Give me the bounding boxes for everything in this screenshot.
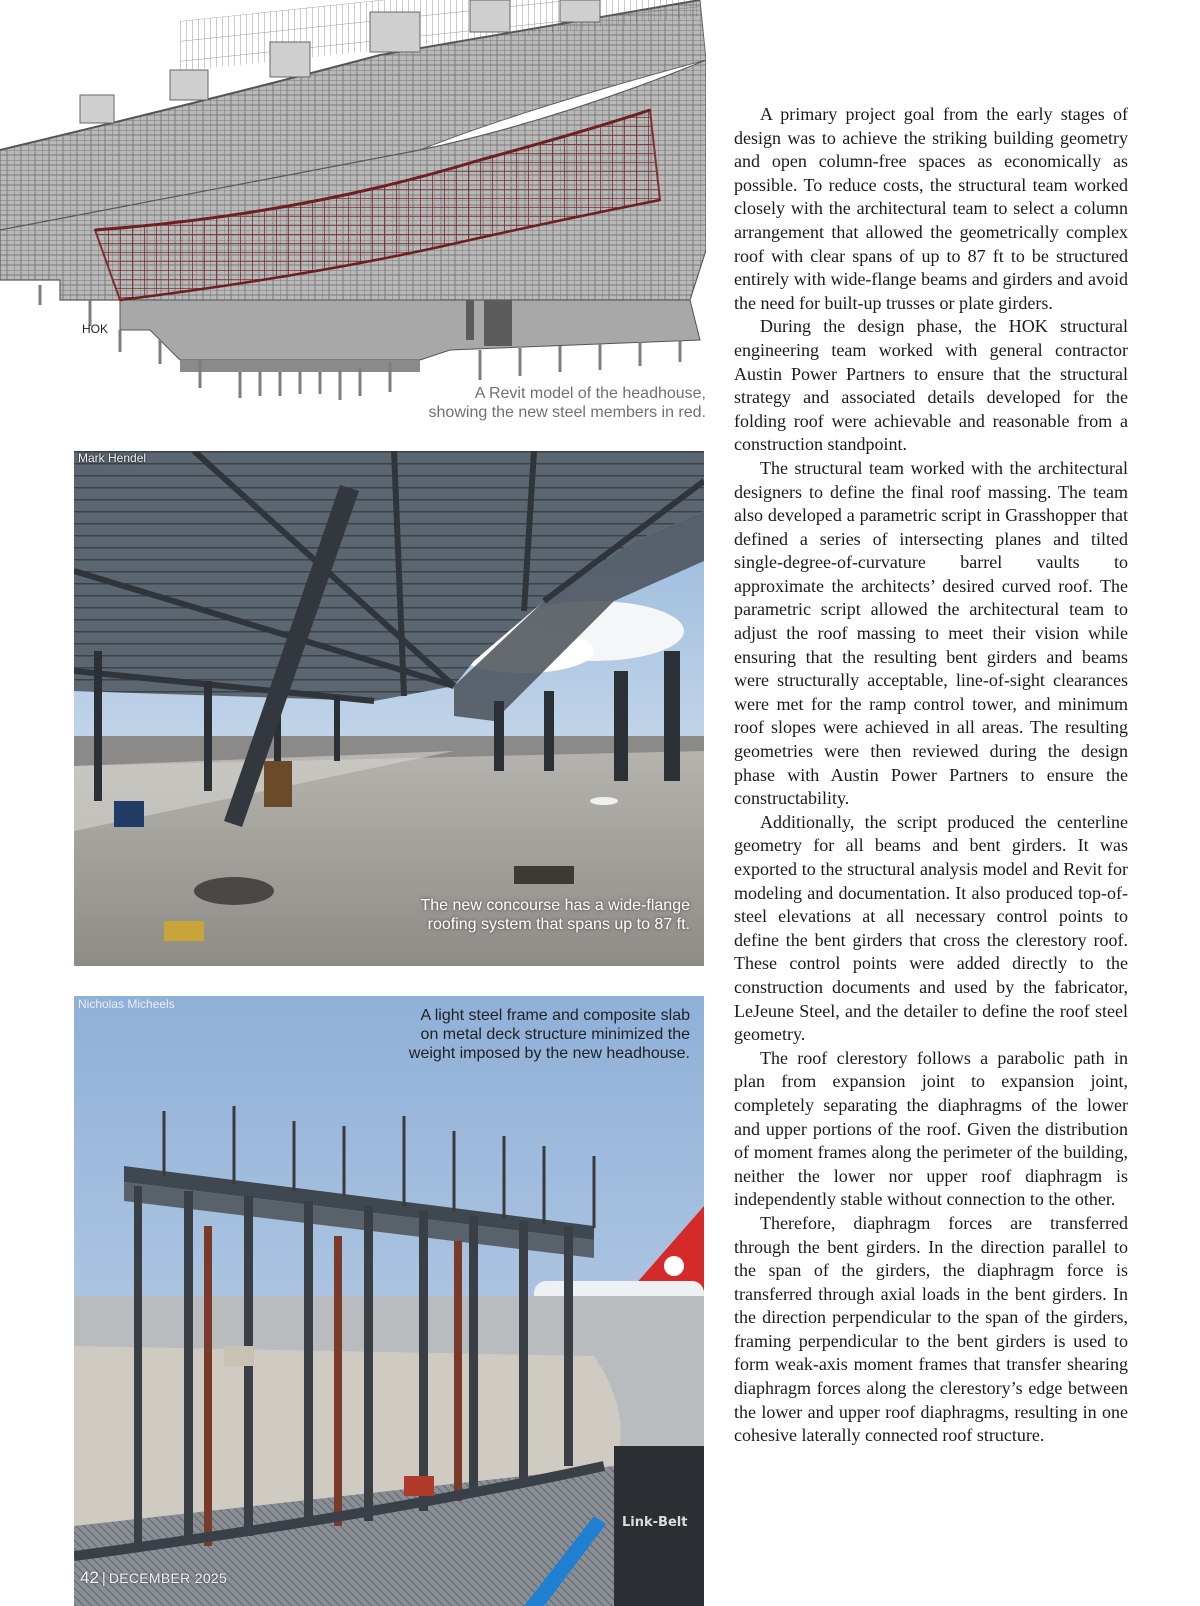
photo-credit-hok: HOK	[82, 322, 109, 336]
article-paragraph: Additionally, the script produced the centerline geometry for all beams and bent girders. It was exported to the structural analysis model and Revit for modeling and documentation. It also produced top-of-steel elevations at all necessary control points to define the bent girders that cross the clerestory roof. These control points were added directly to the construction documents and used by the fabricator, LeJeune Steel, and the detailer to define the roof steel geometry.	[734, 811, 1128, 1045]
headhouse-frame-photo	[74, 996, 704, 1606]
article-body	[734, 103, 1128, 1448]
article-paragraph: Therefore, diaphragm forces are transferred through the bent girders. In the direction parallel to the span of the girders, the diaphragm force is transferred through axial loads in the bent girders. In the direction perpendicular to the span of the girders, framing perpendicular to the bent girders is used to form weak-axis moment frames that transfer shearing diaphragm forces along the clerestory’s edge between the lower and upper roof diaphragms, resulting in one cohesive laterally connected roof structure.	[734, 1212, 1128, 1446]
article-paragraph: The structural team worked with the architectural designers to define the final roof massing. The team also developed a parametric script in Grasshopper that defined a series of intersecting planes and tilted single-degree-of-curvature barrel vaults to approximate the architects’ desired curved roof. The parametric script allowed the architectural team to adjust the roof massing to meet their vision while ensuring that the resulting bent girders and beams were structurally acceptable, line-of-sight clearances were met for the ramp control tower, and minimum roof slopes were achieved in all areas. The resulting geometries were then reviewed during the design phase with Austin Power Partners to ensure the constructability.	[734, 457, 1128, 809]
headhouse-frame-photo-illustration	[74, 996, 704, 1606]
concourse-photo-illustration	[74, 451, 704, 966]
revit-model-figure	[0, 0, 706, 430]
concourse-photo	[74, 451, 704, 966]
headhouse-photo-caption: A light steel frame and composite slab on metal deck structure minimized the weight imposed by the new headhouse.	[408, 1007, 690, 1062]
page-number: 42	[80, 1568, 99, 1587]
folio-separator: |	[101, 1570, 106, 1587]
crane-brand-label: Link-Belt	[622, 1515, 688, 1530]
photo-credit-mark-hendel: Mark Hendel	[78, 451, 147, 465]
photo-credit-nicholas-micheels: Nicholas Micheels	[78, 997, 175, 1011]
article-paragraph: During the design phase, the HOK structural engineering team worked with general contractor Austin Power Partners to ensure that the structural strategy and associated details developed for the folding roof were achievable and reasonable from a construction standpoint.	[734, 316, 1128, 455]
article-paragraph: A primary project goal from the early stages of design was to achieve the striking building geometry and open column-free spaces as economically as possible. To reduce costs, the structural team worked closely with the architectural team to select a column arrangement that allowed the geometrically complex roof with clear spans of up to 87 ft to be structured entirely with wide-flange beams and girders and avoid the need for built-up trusses or plate girders.	[734, 104, 1128, 313]
issue-date: DECEMBER 2025	[108, 1570, 228, 1586]
revit-model-illustration	[0, 0, 706, 430]
page-folio	[80, 1568, 227, 1588]
revit-figure-caption: A Revit model of the headhouse, showing the new steel members in red.	[428, 385, 706, 421]
concourse-photo-caption: The new concourse has a wide-flange roofing system that spans up to 87 ft.	[420, 897, 690, 933]
article-paragraph: The roof clerestory follows a parabolic path in plan from expansion joint to expansion joint, completely separating the diaphragms of the lower and upper portions of the roof. Given the distribution of moment frames along the perimeter of the building, neither the lower nor upper roof diaphragm is independently stable without connection to the other.	[734, 1047, 1128, 1210]
